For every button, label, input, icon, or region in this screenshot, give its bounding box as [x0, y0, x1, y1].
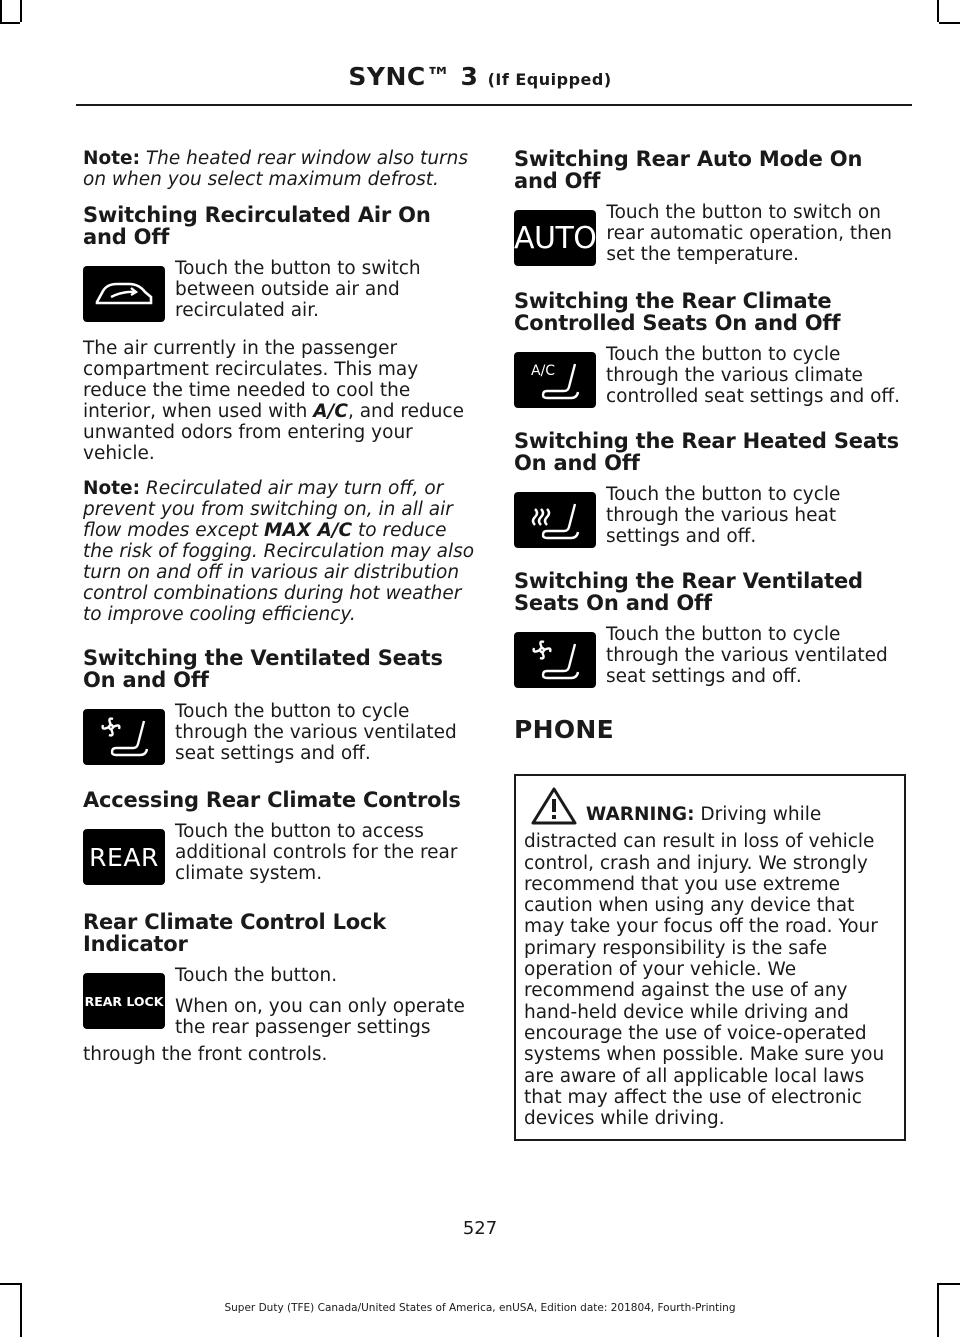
- crop-mark: [0, 22, 20, 24]
- rear-climate-seats-text: Touch the button to cycle through the various climate controlled seat settings and off.: [606, 344, 901, 407]
- max-ac-term: MAX A/C: [264, 520, 353, 541]
- header-subtitle: (If Equipped): [487, 70, 612, 89]
- rear-ventilated-seats-text: Touch the button to cycle through the various ventilated seat settings and off.: [606, 624, 888, 687]
- rear-lock-icon-label: REAR LOCK: [84, 993, 164, 1009]
- note-label: Note:: [83, 148, 140, 169]
- note-text: The heated rear window also turns on when you select maximum defrost.: [83, 148, 469, 190]
- crop-mark: [939, 22, 960, 24]
- note-label: Note:: [83, 478, 140, 499]
- section-heading-rear-climate-access: Accessing Rear Climate Controls: [83, 788, 461, 812]
- crop-mark: [20, 0, 22, 22]
- page-number: 527: [462, 1218, 498, 1239]
- auto-icon-label: AUTO: [514, 220, 597, 256]
- rear-button-icon: [83, 829, 165, 885]
- ac-term: A/C: [313, 401, 348, 422]
- rear-climate-seats-item: [514, 344, 906, 408]
- rear-ventilated-seats-item: [514, 624, 906, 688]
- rear-heated-seats-item: [514, 484, 906, 548]
- note-defrost: [83, 148, 475, 190]
- section-heading-rear-climate-seats: Switching the Rear Climate Controlled Seats On and Off: [514, 289, 841, 335]
- page-header: [0, 62, 960, 91]
- recirculated-air-text: Touch the button to switch between outside air and recirculated air.: [175, 258, 421, 321]
- rear-auto-item: [514, 202, 906, 266]
- section-heading-rear-ventilated-seats: Switching the Rear Ventilated Seats On and Off: [514, 569, 863, 615]
- note-text: Recirculated air may turn off, or prevent you from switching on, in all air flow modes except: [83, 478, 453, 541]
- paragraph-text: The air currently in the passenger compartment recirculates. This may reduce the time needed to cool the interior, when used with: [83, 338, 419, 422]
- heated-seat-icon: [514, 492, 596, 548]
- rear-heated-seats-text: Touch the button to cycle through the various heat settings and off.: [606, 484, 841, 547]
- header-title: SYNC™ 3: [348, 62, 479, 91]
- rear-climate-access-text: Touch the button to access additional controls for the rear climate system.: [175, 821, 458, 884]
- rear-lock-text-2a: When on, you can only operate the rear passenger settings: [175, 996, 465, 1038]
- rear-lock-text: [175, 965, 475, 1038]
- rear-auto-text: Touch the button to switch on rear automatic operation, then set the temperature.: [606, 202, 892, 265]
- recirculated-air-item: [83, 258, 475, 322]
- rear-icon-label: REAR: [89, 842, 159, 872]
- rear-lock-text-2b: through the front controls.: [83, 1044, 328, 1065]
- crop-mark: [0, 1283, 20, 1285]
- section-heading-rear-auto: Switching Rear Auto Mode On and Off: [514, 147, 863, 193]
- section-heading-recirculated-air: Switching Recirculated Air On and Off: [83, 203, 431, 249]
- climate-seat-icon-label: A/C: [531, 363, 556, 379]
- ventilated-seats-item: [83, 701, 475, 765]
- warning-box: [514, 774, 906, 1141]
- ventilated-seats-text: Touch the button to cycle through the various ventilated seat settings and off.: [175, 701, 457, 764]
- left-column: [83, 148, 475, 1079]
- phone-heading: PHONE: [514, 715, 614, 744]
- warning-label: WARNING:: [585, 804, 695, 825]
- section-heading-ventilated-seats: Switching the Ventilated Seats On and Off: [83, 646, 443, 692]
- header-divider: [76, 104, 912, 106]
- warning-triangle-icon: [530, 786, 578, 831]
- crop-mark: [937, 0, 939, 22]
- crop-mark: [939, 1283, 960, 1285]
- recirculation-paragraph: [83, 338, 475, 464]
- crop-mark: [0, 0, 2, 22]
- recirculated-air-icon: [83, 266, 165, 322]
- paragraph-text: , and reduce unwanted odors from entering your vehicle.: [83, 401, 464, 464]
- section-heading-rear-heated-seats: Switching the Rear Heated Seats On and Off: [514, 429, 899, 475]
- note-recirculation: [83, 478, 475, 625]
- climate-seat-icon: [514, 352, 596, 408]
- rear-climate-access-item: [83, 821, 475, 885]
- rear-lock-item: [83, 965, 475, 1038]
- ventilated-seat-icon: [83, 709, 165, 765]
- ventilated-seat-icon: [514, 632, 596, 688]
- note-text: to reduce the risk of fogging. Recirculation may also turn on and off in various air distribution control combinations during hot weather to improve cooling efficiency.: [83, 520, 475, 625]
- rear-lock-button-icon: [83, 973, 165, 1029]
- rear-lock-text-1: Touch the button.: [175, 965, 338, 986]
- footer-text: Super Duty (TFE) Canada/United States of America, enUSA, Edition date: 201804, Fourth-Printing: [224, 1302, 736, 1314]
- warning-text: Driving while distracted can result in loss of vehicle control, crash and injury. We strongly recommend that you use extreme caution when using any device that may take your focus off the road. Your primary responsibility is the safe operation of your vehicle. We recommend against the use of any hand-held device while driving and encourage the use of voice-operated systems when possible. Make sure you are aware of all applicable local laws that may affect the use of electronic devices while driving.: [524, 804, 885, 1130]
- auto-button-icon: [514, 210, 596, 266]
- section-heading-rear-lock: Rear Climate Control Lock Indicator: [83, 910, 387, 956]
- right-column: [514, 148, 906, 1141]
